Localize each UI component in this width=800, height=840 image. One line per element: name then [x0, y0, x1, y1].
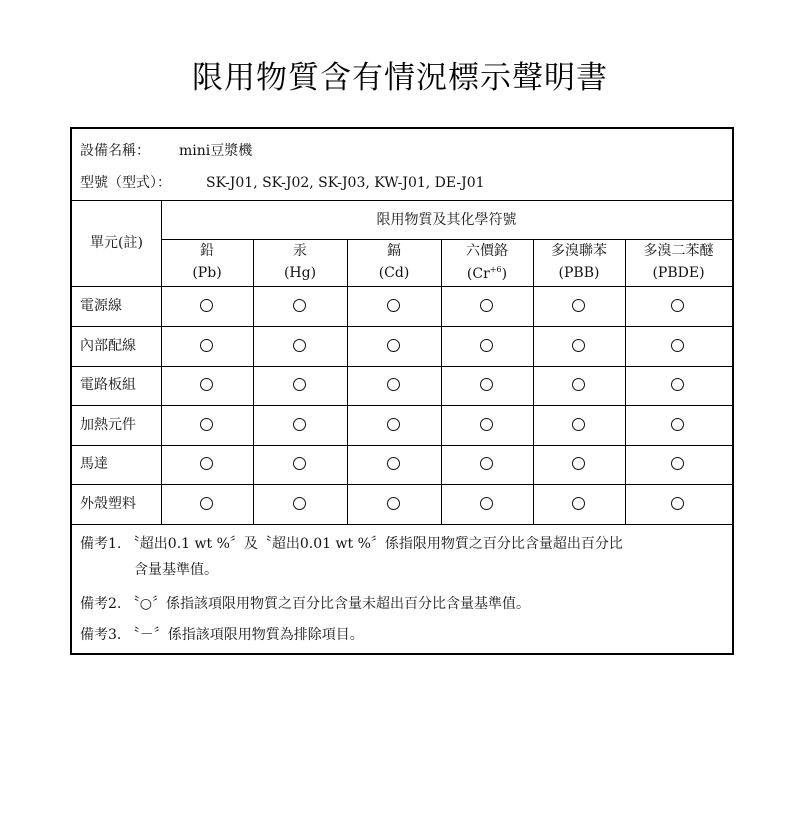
compliance-mark — [572, 497, 585, 510]
compliance-mark — [200, 299, 213, 312]
rule-row-2 — [72, 366, 732, 367]
rule-row-3 — [72, 405, 732, 406]
row-label-housing-plastic: 外殼塑料 — [80, 496, 136, 512]
compliance-mark — [293, 299, 306, 312]
chromium-symbol-close: ) — [501, 266, 508, 282]
row-label-heating-element: 加熱元件 — [80, 417, 136, 433]
declaration-table-frame — [70, 127, 734, 655]
document-title: 限用物質含有情況標示聲明書 — [192, 60, 608, 96]
substance-symbol-pbde: (PBDE) — [652, 265, 705, 281]
compliance-mark — [671, 299, 684, 312]
rule-header-bottom — [72, 286, 732, 287]
rule-col-2 — [347, 239, 348, 524]
compliance-mark — [200, 339, 213, 352]
chromium-symbol-base: (Cr — [466, 266, 490, 282]
compliance-mark — [572, 378, 585, 391]
compliance-mark — [200, 457, 213, 470]
compliance-mark — [671, 457, 684, 470]
compliance-mark — [387, 339, 400, 352]
substance-symbol-mercury: (Hg) — [283, 265, 317, 281]
rule-col-1 — [253, 239, 254, 524]
compliance-mark — [387, 299, 400, 312]
device-label: 設備名稱： — [80, 143, 150, 159]
compliance-mark — [480, 378, 493, 391]
row-label-circuit-board: 電路板組 — [80, 377, 136, 393]
substance-group-header: 限用物質及其化學符號 — [376, 212, 517, 228]
note-2: 備考2. 〝○〞係指該項限用物質之百分比含量未超出百分比含量基準值。 — [80, 596, 531, 612]
compliance-mark — [480, 299, 493, 312]
note-1-continuation: 含量基準值。 — [134, 562, 218, 578]
compliance-mark — [387, 457, 400, 470]
rule-row-5 — [72, 484, 732, 485]
compliance-mark — [671, 378, 684, 391]
unit-header: 單元(註) — [90, 235, 143, 251]
note-1: 備考1. 〝超出0.1 wt %〞及〝超出0.01 wt %〞係指限用物質之百分比含量超出百分比 — [80, 536, 623, 552]
note-3: 備考3. 〝－〞係指該項限用物質為排除項目。 — [80, 627, 364, 643]
compliance-mark — [200, 418, 213, 431]
compliance-mark — [387, 378, 400, 391]
model-label: 型號（型式）： — [80, 175, 171, 191]
substance-name-pbb: 多溴聯苯 — [551, 243, 607, 259]
compliance-mark — [572, 457, 585, 470]
rule-model-bottom — [72, 200, 732, 201]
substance-name-lead: 鉛 — [200, 243, 214, 259]
compliance-mark — [293, 457, 306, 470]
compliance-mark — [671, 418, 684, 431]
substance-name-chromium: 六價鉻 — [466, 243, 508, 259]
rule-row-1 — [72, 326, 732, 327]
compliance-mark — [293, 418, 306, 431]
compliance-mark — [671, 339, 684, 352]
substance-name-cadmium: 鎘 — [387, 243, 401, 259]
compliance-mark — [572, 339, 585, 352]
substance-symbol-lead: (Pb) — [192, 265, 222, 281]
rule-col-4 — [533, 239, 534, 524]
compliance-mark — [200, 378, 213, 391]
row-label-power-cord: 電源線 — [80, 298, 122, 314]
chromium-oxidation-state: +6 — [489, 265, 502, 274]
device-name: mini豆漿機 — [179, 143, 253, 159]
compliance-mark — [387, 497, 400, 510]
compliance-mark — [293, 497, 306, 510]
rule-row-6 — [72, 524, 732, 525]
compliance-mark — [572, 418, 585, 431]
compliance-mark — [480, 457, 493, 470]
model-numbers: SK-J01, SK-J02, SK-J03, KW-J01, DE-J01 — [206, 175, 485, 191]
rule-group-header-bottom — [161, 239, 732, 240]
substance-symbol-chromium — [441, 266, 533, 281]
compliance-mark — [572, 299, 585, 312]
row-label-motor: 馬達 — [80, 456, 108, 472]
substance-symbol-pbb: (PBB) — [558, 265, 600, 281]
compliance-mark — [293, 378, 306, 391]
substance-name-mercury: 汞 — [293, 243, 307, 259]
substance-symbol-cadmium: (Cd) — [378, 265, 410, 281]
row-label-internal-wiring: 內部配線 — [80, 338, 136, 354]
compliance-mark — [480, 497, 493, 510]
compliance-mark — [200, 497, 213, 510]
substance-name-pbde: 多溴二苯醚 — [643, 243, 714, 259]
compliance-mark — [293, 339, 306, 352]
compliance-mark — [480, 418, 493, 431]
rule-row-4 — [72, 445, 732, 446]
rule-col-3 — [441, 239, 442, 524]
compliance-mark — [480, 339, 493, 352]
compliance-mark — [671, 497, 684, 510]
compliance-mark — [387, 418, 400, 431]
rule-col-5 — [625, 239, 626, 524]
